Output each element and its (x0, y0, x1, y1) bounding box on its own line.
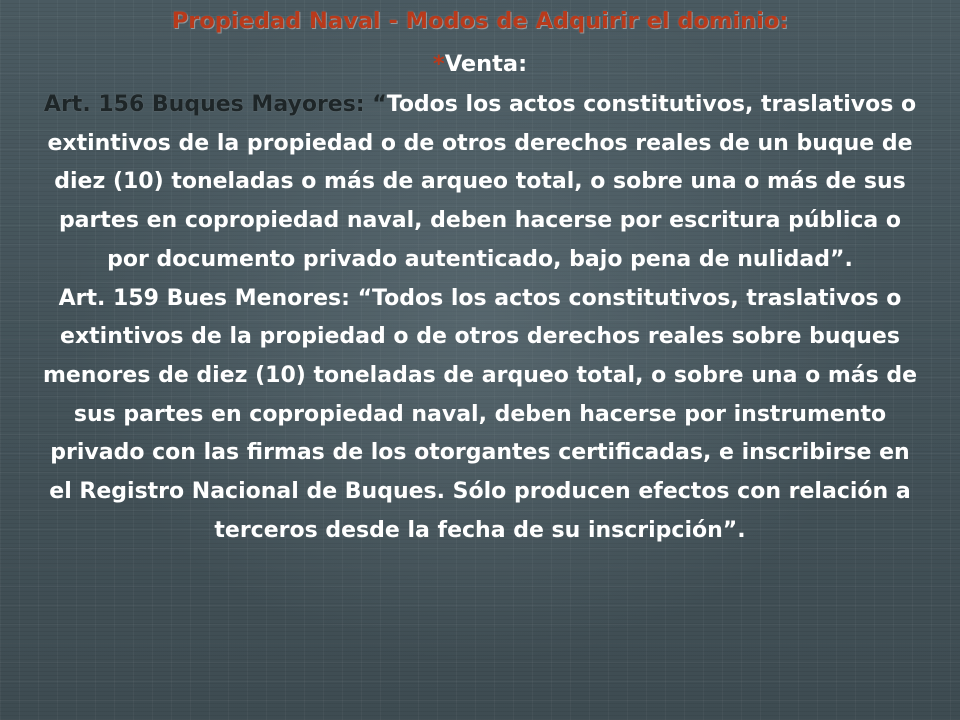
article-156-paragraph (36, 86, 924, 280)
subtitle-label: Venta: (444, 51, 528, 77)
body-content (36, 86, 924, 550)
article-156-text: Todos los actos constitutivos, traslativos o extintivos de la propiedad o de otros derechos reales de un buque de diez (10) toneladas o más de arqueo total, o sobre una o más de sus partes en copropiedad naval, deben hacerse por escritura pública o por documento privado autenticado, bajo pena de nulidad”. (47, 92, 917, 272)
bullet-star: * (432, 51, 445, 77)
slide-subtitle (20, 49, 940, 80)
article-156-open-quote: “ (364, 92, 387, 117)
article-159-text: Art. 159 Bues Menores: “Todos los actos constitutivos, traslativos o extintivos de la propiedad o de otros derechos reales sobre buques menores de diez (10) toneladas de arqueo total, o sobre una o más de sus partes en copropiedad naval, deben hacerse por instrumento privado con las firmas de los otorgantes certificadas, e inscribirse en el Registro Nacional de Buques. Sólo producen efectos con relación a terceros desde la fecha de su inscripción”. (42, 285, 918, 543)
article-159-paragraph (36, 280, 924, 551)
slide-title: Propiedad Naval - Modos de Adquirir el dominio: (171, 8, 789, 34)
article-156-heading: Art. 156 Buques Mayores: (43, 92, 365, 117)
